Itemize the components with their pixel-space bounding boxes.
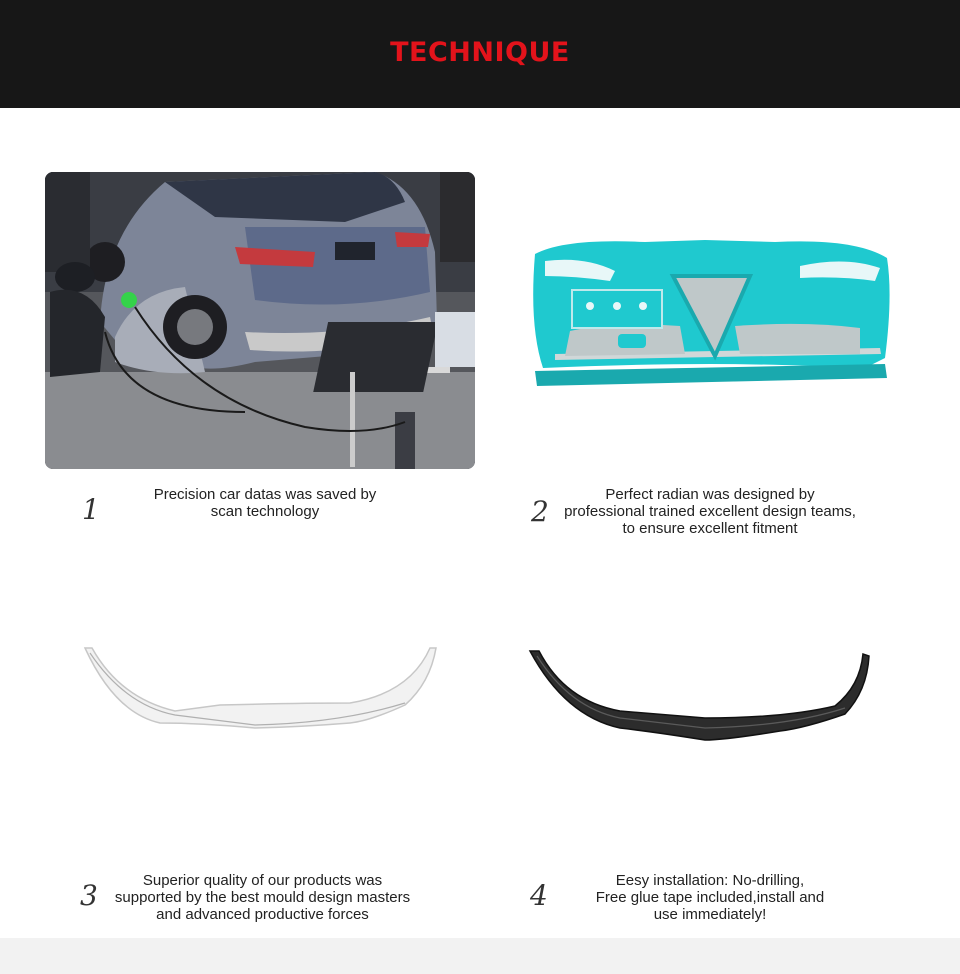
- page-title: TECHNIQUE: [390, 37, 570, 68]
- technique-content: [0, 108, 960, 938]
- carbon-lip-illustration: [525, 646, 875, 746]
- white-front-lip: [80, 643, 440, 743]
- footer-band: [0, 938, 960, 974]
- step-3-number: 3: [80, 879, 98, 912]
- white-lip-illustration: [80, 643, 440, 743]
- carbon-front-lip: [525, 646, 875, 746]
- car-scan-illustration: [45, 172, 475, 469]
- bumper-3d-model: [525, 236, 895, 386]
- step-4-number: 4: [530, 879, 548, 912]
- step-2-number: 2: [531, 495, 549, 528]
- step-2-text: Perfect radian was designed by professional trained excellent design teams, to ensure excellent fitment: [564, 486, 856, 537]
- step-1-text: Precision car datas was saved by scan technology: [153, 486, 377, 520]
- step-1-number: 1: [82, 493, 100, 526]
- header-bar: [0, 0, 960, 108]
- car-scan-photo: [45, 172, 475, 469]
- step-4-text: Eesy installation: No-drilling, Free glue tape included,install and use immediately!: [595, 872, 825, 923]
- step-3-text: Superior quality of our products was supported by the best mould design masters and advanced productive forces: [114, 872, 411, 923]
- bumper-model-illustration: [525, 236, 895, 386]
